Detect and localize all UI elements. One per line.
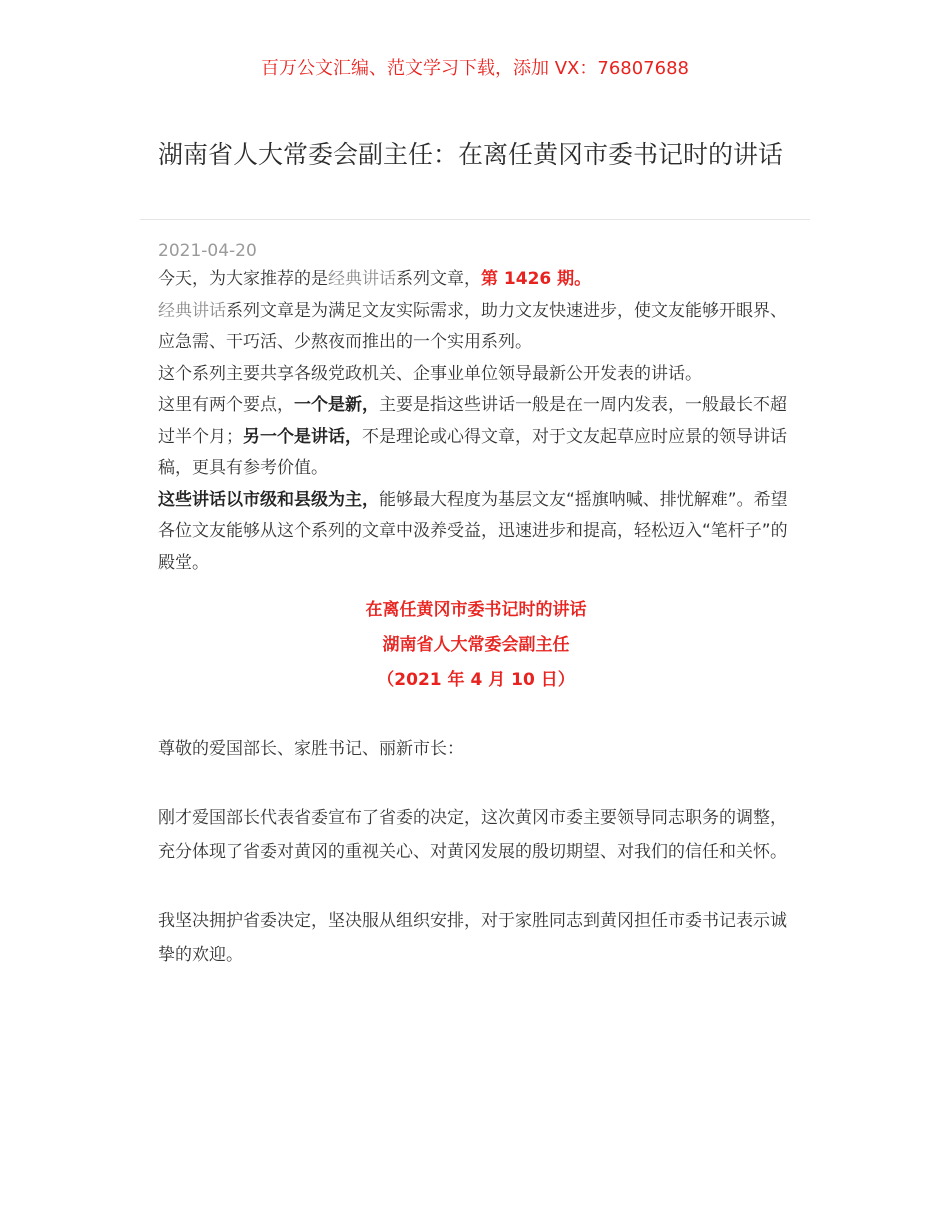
publish-date: 2021-04-20 [158, 241, 257, 261]
issue-number: 第 1426 期。 [481, 269, 592, 289]
speech-date: （2021 年 4 月 10 日） [377, 670, 575, 690]
intro-text: 能够最大程度为基层文友“摇旗呐喊、排忧解难”。希望各位文友能够从这个系列的文章中汲养受益，迅速进步和提高，轻松迈入“笔杆子”的殿堂。 [158, 489, 788, 573]
intro-text: 系列文章是为满足文友实际需求，助力文友快速进步，使文友能够开眼界、应急需、干巧活、少熬夜而推出的一个实用系列。 [158, 300, 787, 352]
speech-title: 在离任黄冈市委书记时的讲话 [365, 600, 587, 620]
emphasis-text: 一个是新， [294, 395, 379, 415]
article-header [158, 137, 794, 173]
intro-paragraph-4 [158, 390, 794, 485]
emphasis-text: 另一个是讲话， [243, 426, 362, 447]
speech-paragraph-1: 刚才爱国部长代表省委宣布了省委的决定，这次黄冈市委主要领导同志职务的调整，充分体现了省委对黄冈的重视关心、对黄冈发展的殷切期望、对我们的信任和关怀。 [158, 807, 787, 862]
intro-text: 系列文章， [396, 269, 481, 289]
salutation: 尊敬的爱国部长、家胜书记、丽新市长： [158, 739, 464, 759]
intro-text: 主要是指这些讲话一般是在一周内发表，一般最长不超过半个月； [158, 395, 787, 447]
speech-paragraph-2: 我坚决拥护省委决定，坚决服从组织安排，对于家胜同志到黄冈担任市委书记表示诚挚的欢迎。 [158, 910, 787, 965]
intro-paragraph-1 [158, 264, 794, 296]
intro-text: 这里有两个要点， [158, 395, 294, 415]
speech-role: 湖南省人大常委会副主任 [382, 635, 570, 655]
intro-paragraph-3: 这个系列主要共享各级党政机关、企事业单位领导最新公开发表的讲话。 [158, 363, 702, 384]
intro-text: 不是理论或心得文章，对于文友起草应时应景的领导讲话稿，更具有参考价值。 [158, 426, 787, 478]
intro-paragraph-5 [158, 485, 794, 580]
title-divider [140, 219, 810, 220]
series-name: 经典讲话 [158, 300, 226, 321]
series-name: 经典讲话 [328, 269, 396, 289]
emphasis-text: 这些讲话以市级和县级为主， [158, 489, 379, 510]
intro-paragraph-2 [158, 296, 794, 359]
promo-banner: 百万公文汇编、范文学习下载，添加 VX：76807688 [261, 58, 689, 79]
article-title: 湖南省人大常委会副主任：在离任黄冈市委书记时的讲话 [158, 140, 784, 169]
article-body [158, 238, 794, 973]
intro-text: 今天，为大家推荐的是 [158, 269, 328, 289]
